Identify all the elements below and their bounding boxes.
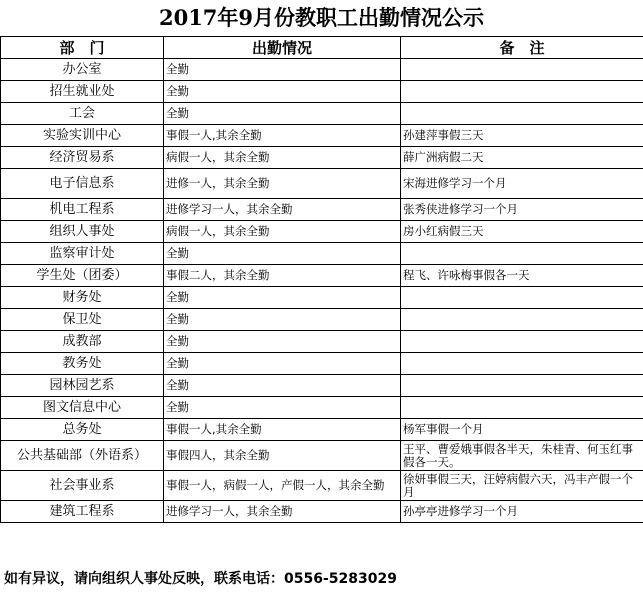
table-row [1, 471, 643, 501]
attendance-cell: 全勤 [164, 59, 401, 81]
table-row [1, 221, 643, 243]
table-row [1, 103, 643, 125]
attendance-cell: 全勤 [164, 375, 401, 397]
dept-cell: 教务处 [1, 353, 164, 375]
attendance-cell: 病假一人，其余全勤 [164, 221, 401, 243]
attendance-cell: 事假一人,其余全勤 [164, 419, 401, 441]
note-cell: 孙亭亭进修学习一个月 [401, 501, 643, 523]
note-cell: 王平、曹爱娥事假各半天，朱桂青、何玉红事假各一天。 [401, 441, 643, 471]
table-row [1, 331, 643, 353]
attendance-cell: 全勤 [164, 353, 401, 375]
note-cell [401, 353, 643, 375]
attendance-cell: 全勤 [164, 397, 401, 419]
note-cell: 宋海进修学习一个月 [401, 169, 643, 199]
dept-cell: 电子信息系 [1, 169, 164, 199]
dept-cell: 机电工程系 [1, 199, 164, 221]
dept-cell: 建筑工程系 [1, 501, 164, 523]
table-row [1, 287, 643, 309]
attendance-cell: 全勤 [164, 243, 401, 265]
header-note: 备 注 [401, 37, 643, 59]
table-row [1, 397, 643, 419]
note-cell: 杨军事假一个月 [401, 419, 643, 441]
table-row [1, 501, 643, 523]
note-cell [401, 287, 643, 309]
dept-cell: 监察审计处 [1, 243, 164, 265]
table-row [1, 353, 643, 375]
table-row [1, 441, 643, 471]
note-cell: 孙建萍事假三天 [401, 125, 643, 147]
table-body [1, 59, 643, 523]
table-row [1, 59, 643, 81]
header-attendance: 出勤情况 [164, 37, 401, 59]
dept-cell: 工会 [1, 103, 164, 125]
table-row [1, 375, 643, 397]
note-cell [401, 375, 643, 397]
dept-cell: 实验实训中心 [1, 125, 164, 147]
attendance-cell: 事假四人，其余全勤 [164, 441, 401, 471]
table-row [1, 419, 643, 441]
table-row [1, 147, 643, 169]
attendance-cell: 全勤 [164, 81, 401, 103]
dept-cell: 社会事业系 [1, 471, 164, 501]
table-row [1, 309, 643, 331]
dept-cell: 图文信息中心 [1, 397, 164, 419]
dept-cell: 总务处 [1, 419, 164, 441]
note-cell: 徐妍事假三天，汪婷病假六天，冯丰产假一个月 [401, 471, 643, 501]
attendance-cell: 进修一人，其余全勤 [164, 169, 401, 199]
attendance-cell: 病假一人，其余全勤 [164, 147, 401, 169]
attendance-cell: 全勤 [164, 331, 401, 353]
header-dept: 部 门 [1, 37, 164, 59]
note-cell [401, 331, 643, 353]
note-cell [401, 103, 643, 125]
table-row [1, 265, 643, 287]
note-cell: 张秀侠进修学习一个月 [401, 199, 643, 221]
note-cell [401, 397, 643, 419]
attendance-cell: 进修学习一人，其余全勤 [164, 199, 401, 221]
note-cell [401, 243, 643, 265]
table-row [1, 125, 643, 147]
table-row [1, 169, 643, 199]
table-row [1, 243, 643, 265]
note-cell: 房小红病假三天 [401, 221, 643, 243]
dept-cell: 招生就业处 [1, 81, 164, 103]
attendance-cell: 全勤 [164, 103, 401, 125]
dept-cell: 园林园艺系 [1, 375, 164, 397]
page-title: 2017年9月份教职工出勤情况公示 [158, 5, 485, 30]
table-row [1, 81, 643, 103]
table-header-row [1, 37, 643, 59]
contact-footer: 如有异议，请向组织人事处反映，联系电话：0556-5283029 [4, 571, 397, 587]
dept-cell: 经济贸易系 [1, 147, 164, 169]
note-cell [401, 309, 643, 331]
note-cell [401, 81, 643, 103]
attendance-cell: 事假二人，其余全勤 [164, 265, 401, 287]
dept-cell: 财务处 [1, 287, 164, 309]
table-row [1, 199, 643, 221]
dept-cell: 成教部 [1, 331, 164, 353]
dept-cell: 办公室 [1, 59, 164, 81]
note-cell: 薛广洲病假二天 [401, 147, 643, 169]
attendance-table [0, 36, 643, 523]
attendance-cell: 全勤 [164, 287, 401, 309]
note-cell: 程飞、许咏梅事假各一天 [401, 265, 643, 287]
dept-cell: 学生处（团委） [1, 265, 164, 287]
dept-cell: 公共基础部（外语系） [1, 441, 164, 471]
note-cell [401, 59, 643, 81]
dept-cell: 组织人事处 [1, 221, 164, 243]
attendance-cell: 事假一人，病假一人，产假一人，其余全勤 [164, 471, 401, 501]
attendance-cell: 事假一人,其余全勤 [164, 125, 401, 147]
dept-cell: 保卫处 [1, 309, 164, 331]
attendance-cell: 进修学习一人，其余全勤 [164, 501, 401, 523]
attendance-cell: 全勤 [164, 309, 401, 331]
